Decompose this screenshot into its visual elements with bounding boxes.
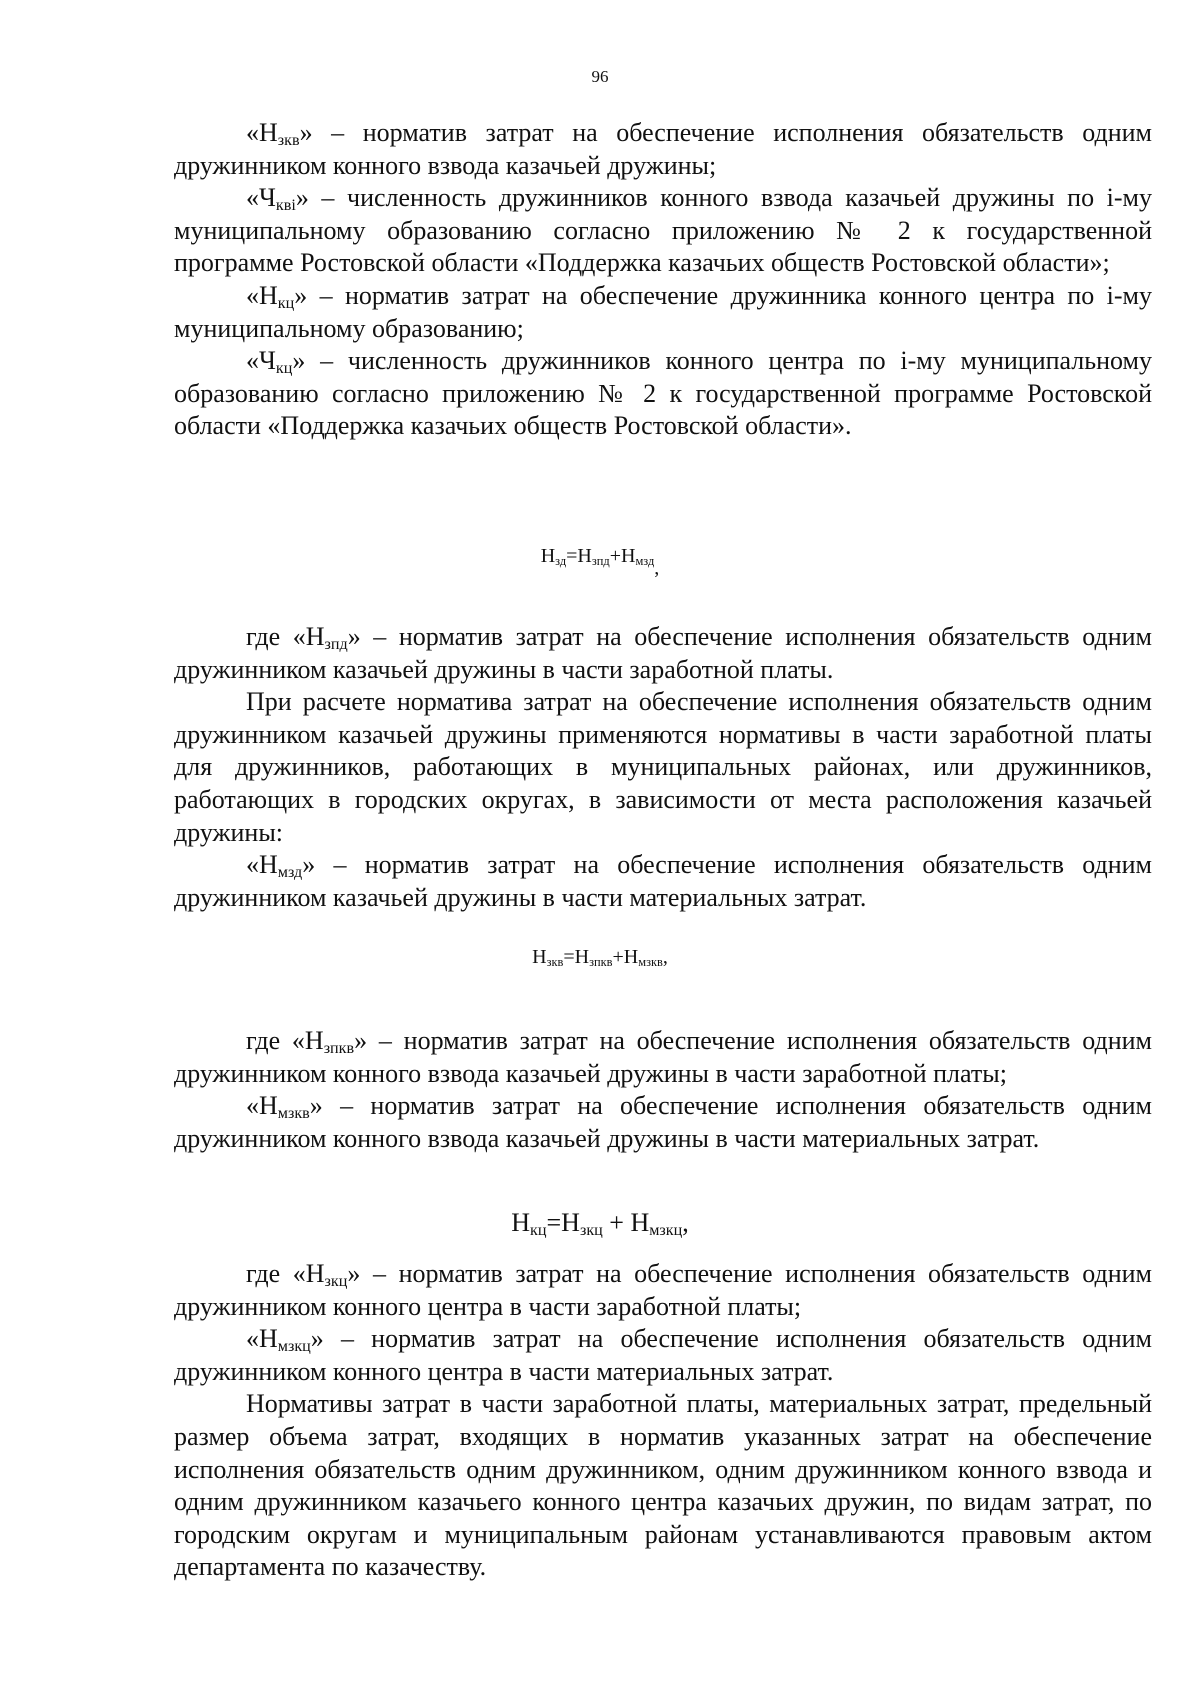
- page-number: 96: [591, 67, 609, 86]
- paragraph: Нормативы затрат в части заработной платы, материальных затрат, предельный размер объема затрат, входящих в норматив указанных затрат на обеспечение исполнения обязательств одним дружинником, одним дружинником конного взвода и одним дружинником казачьего конного центра казачьих дружин, по видам затрат, по городским округам и муниципальным районам устанавливаются правовым актом департамента по казачеству.: [174, 1389, 1152, 1582]
- paragraph: «$Н_{зкв}$» – норматив затрат на обеспечение исполнения обязательств одним дружинником конного взвода казачьей дружины;: [174, 118, 1152, 180]
- paragraph: «$Ч_{кц}$» – численность дружинников конного центра по i-му муниципальному образованию согласно приложению № 2 к государственной программе Ростовской области «Поддержка казачьих обществ Ростовской области».: [174, 346, 1152, 441]
- formula-nzd: $Н_{зд}=Н_{зпд}+Н_{мзд}$,: [540, 545, 660, 579]
- paragraph: «$Н_{кц}$» – норматив затрат на обеспечение дружинника конного центра по i-му муниципальному образованию;: [174, 280, 1152, 343]
- paragraph: «$Ч_{квi}$» – численность дружинников конного взвода казачьей дружины по i-му муниципальному образованию согласно приложению № 2 к государственной программе Ростовской области «Поддержка казачьих обществ Ростовской области»;: [174, 183, 1152, 278]
- paragraph: где «$Н_{зпд}$» – норматив затрат на обеспечение исполнения обязательств одним дружинником казачьей дружины в части заработной платы.: [174, 622, 1152, 684]
- paragraph: «$Н_{мзкц}$» – норматив затрат на обеспечение исполнения обязательств одним дружинником конного центра в части материальных затрат.: [174, 1324, 1152, 1386]
- definitions-block-1: [174, 117, 1152, 443]
- formula-nzkv: $Н_{зкв}=Н_{зпкв}+Н_{мзкв}$,: [532, 946, 668, 970]
- formula-nkc: $Н_{кц}=Н_{зкц} + Н_{мзкц}$,: [511, 1208, 689, 1240]
- paragraph: При расчете норматива затрат на обеспечение исполнения обязательств одним дружинником казачьей дружины применяются нормативы в части заработной платы для дружинников, работающих в муниципальных районах, или дружинников, работающих в городских округах, в зависимости от места расположения казачьей дружины:: [174, 687, 1152, 847]
- paragraph: где «$Н_{зкц}$» – норматив затрат на обеспечение исполнения обязательств одним дружинником конного центра в части заработной платы;: [174, 1259, 1152, 1321]
- paragraph: «$Н_{мзкв}$» – норматив затрат на обеспечение исполнения обязательств одним дружинником конного взвода казачьей дружины в части материальных затрат.: [174, 1091, 1152, 1153]
- paragraph: где «$Н_{зпкв}$» – норматив затрат на обеспечение исполнения обязательств одним дружинником конного взвода казачьей дружины в части заработной платы;: [174, 1026, 1152, 1088]
- definitions-block-2: [174, 621, 1152, 914]
- paragraph: «$Н_{мзд}$» – норматив затрат на обеспечение исполнения обязательств одним дружинником казачьей дружины в части материальных затрат.: [174, 850, 1152, 912]
- definitions-block-4: [174, 1258, 1152, 1584]
- definitions-block-3: [174, 1025, 1152, 1155]
